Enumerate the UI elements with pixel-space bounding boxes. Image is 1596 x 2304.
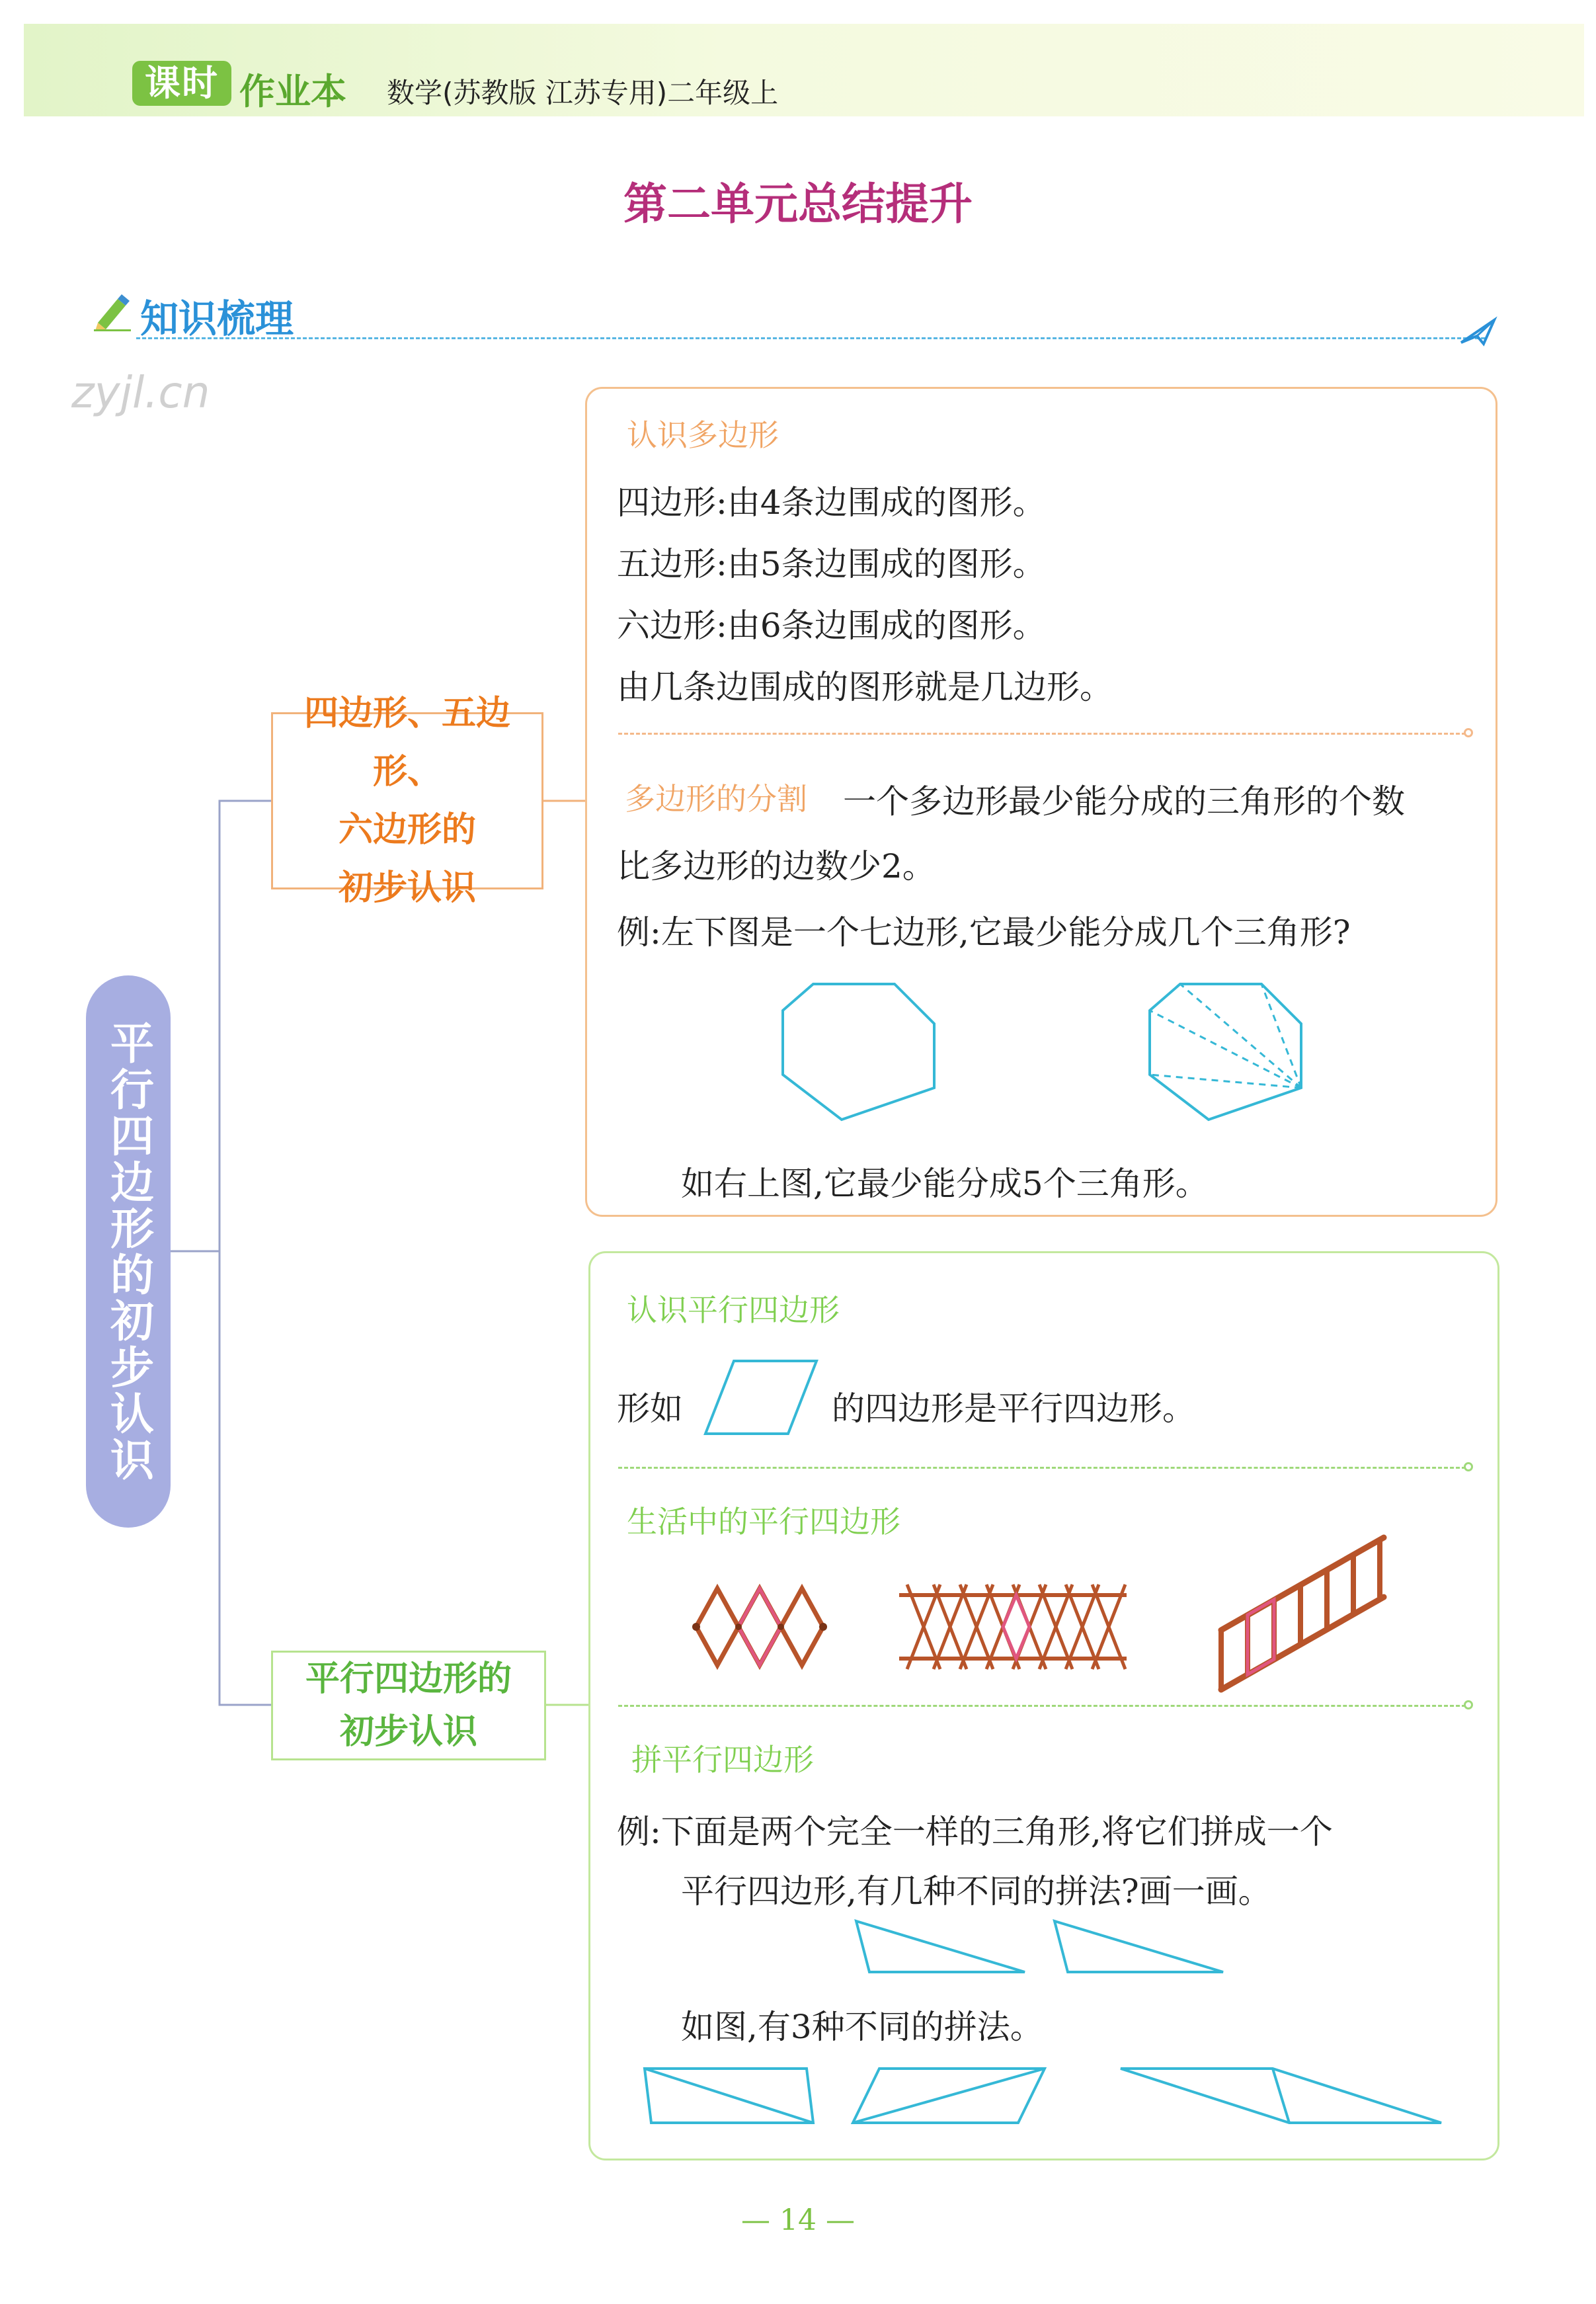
mindmap-root: 平行四边形的初步认识 <box>86 975 171 1528</box>
division-rule: 比多边形的边数少2。 <box>617 847 936 885</box>
card-divider <box>618 1467 1466 1469</box>
recognize-prefix: 形如 <box>617 1389 683 1428</box>
heptagon-figure <box>774 979 945 1128</box>
section-label: 知识梳理 <box>140 296 294 341</box>
card-divider <box>618 1705 1466 1707</box>
parallelogram-shape <box>701 1356 820 1442</box>
subheading-polygons: 认识多边形 <box>627 417 779 453</box>
division-answer: 如右上图,它最少能分成5个三角形。 <box>681 1165 1209 1203</box>
definition-line: 五边形:由5条边围成的图形。 <box>617 545 1046 583</box>
lattice-gate-image <box>691 1581 830 1673</box>
definition-line: 六边形:由6条边围成的图形。 <box>617 606 1046 645</box>
divider-dot <box>1464 1462 1473 1471</box>
stair-railing-image <box>1213 1524 1392 1696</box>
page-title: 第二单元总结提升 <box>623 179 973 229</box>
fence-image <box>894 1581 1132 1673</box>
definition-line: 四边形:由4条边围成的图形。 <box>617 483 1046 522</box>
subheading-life: 生活中的平行四边形 <box>627 1504 900 1540</box>
divider-dot <box>1464 1700 1473 1709</box>
heptagon-divided-figure <box>1140 979 1312 1128</box>
logo-badge: 课时 <box>132 61 231 106</box>
division-example: 例:左下图是一个七边形,它最少能分成几个三角形? <box>617 913 1351 952</box>
two-triangles-figure <box>853 1918 1236 1977</box>
branch-polygons-line: 四边形、五边形、 <box>303 694 510 792</box>
definition-line: 由几条边围成的图形就是几边形。 <box>617 668 1113 706</box>
combine-example: 平行四边形,有几种不同的拼法?画一画。 <box>681 1872 1271 1911</box>
branch-parallelogram-line: 初步认识 <box>339 1712 477 1752</box>
combine-answer: 如图,有3种不同的拼法。 <box>681 2008 1043 2046</box>
combine-example: 例:下面是两个完全一样的三角形,将它们拼成一个 <box>617 1813 1333 1851</box>
branch-parallelogram <box>271 1651 546 1760</box>
page-number: — 14 — <box>741 2203 855 2237</box>
branch-polygons <box>271 694 543 908</box>
series-name: 作业本 <box>239 71 346 112</box>
division-rule: 一个多边形最少能分成的三角形的个数 <box>843 782 1405 821</box>
recognize-suffix: 的四边形是平行四边形。 <box>832 1389 1195 1428</box>
subheading-recognize: 认识平行四边形 <box>627 1292 840 1328</box>
watermark: zyjl.cn <box>71 367 210 418</box>
book-info: 数学(苏教版 江苏专用)二年级上 <box>387 77 779 109</box>
subheading-combine: 拼平行四边形 <box>631 1742 814 1778</box>
divider-dot <box>1464 728 1473 737</box>
branch-polygons-line: 初步认识 <box>338 868 476 908</box>
card-divider <box>618 733 1466 735</box>
branch-polygons-line: 六边形的 <box>338 810 476 850</box>
subheading-division: 多边形的分割 <box>625 781 807 817</box>
three-arrangements-figure <box>641 2063 1448 2129</box>
branch-parallelogram-line: 平行四边形的 <box>305 1659 512 1699</box>
